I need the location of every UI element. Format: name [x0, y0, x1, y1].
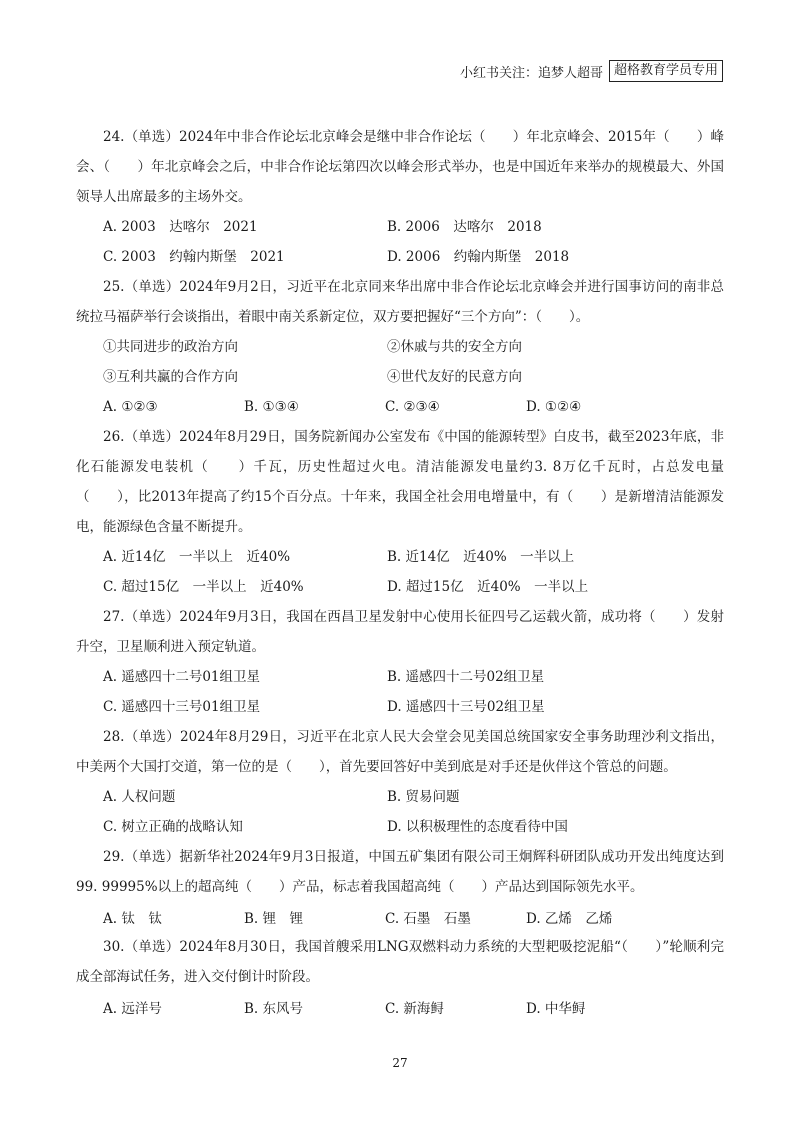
option-d: D. 中华鲟 — [526, 1001, 586, 1017]
option-d: D. ①②④ — [526, 399, 582, 415]
option-c: C. 树立正确的战略认知 — [103, 819, 243, 835]
question-stem: 27.（单选）2024年9月3日，我国在西昌卫星发射中心使用长征四号乙运载火箭，成功将（ ）发射升空，卫星顺利进入预定轨道。 — [76, 609, 724, 655]
header-note: 小红书关注：追梦人超哥 — [459, 65, 603, 81]
page-header — [460, 60, 723, 82]
option-b: B. 2006 达喀尔 2018 — [387, 219, 542, 235]
question-stem: 28.（单选）2024年8月29日，习近平在北京人民大会堂会见美国总统国家安全事务助理沙利文指出，中美两个大国打交道，第一位的是（ ），首先要回答好中美到底是对手还是伙伴这个管总的问题。 — [76, 729, 724, 775]
option-b: B. 贸易问题 — [387, 789, 460, 805]
options — [76, 992, 724, 1022]
option-a: A. 远洋号 — [103, 1001, 162, 1017]
option-b: B. 锂 锂 — [244, 911, 304, 927]
question-30 — [76, 932, 724, 1022]
statement-2: ②休戚与共的安全方向 — [387, 339, 522, 355]
option-a: A. ①②③ — [103, 399, 158, 415]
statements — [76, 332, 724, 392]
question-stem: 29.（单选）据新华社2024年9月3日报道，中国五矿集团有限公司王炯辉科研团队成功开发出纯度达到99. 99995%以上的超高纯（ ）产品，标志着我国超高纯（ ）产品达到国际领先水平。 — [76, 849, 724, 895]
options — [76, 902, 724, 932]
option-a: A. 人权问题 — [103, 789, 176, 805]
option-a: A. 近14亿 一半以上 近40% — [103, 549, 291, 565]
options — [76, 212, 724, 272]
question-28 — [76, 722, 724, 842]
statement-3: ③互利共赢的合作方向 — [103, 369, 238, 385]
header-badge: 超格教育学员专用 — [609, 60, 723, 82]
options — [76, 542, 724, 602]
question-26 — [76, 422, 724, 602]
statement-1: ①共同进步的政治方向 — [103, 339, 238, 355]
option-c: C. 超过15亿 一半以上 近40% — [103, 579, 304, 595]
question-stem: 25.（单选）2024年9月2日，习近平在北京同来华出席中非合作论坛北京峰会并进行国事访问的南非总统拉马福萨举行会谈指出，着眼中南关系新定位，双方要把握好“三个方向”：（ ）。 — [76, 279, 724, 325]
question-25 — [76, 272, 724, 422]
option-b: B. ①③④ — [244, 399, 299, 415]
option-c: C. 新海鲟 — [385, 1001, 444, 1017]
question-stem: 26.（单选）2024年8月29日，国务院新闻办公室发布《中国的能源转型》白皮书，截至2023年底，非化石能源发电装机（ ）千瓦，历史性超过火电。清洁能源发电量约3. 8万亿千瓦时，占总发电量（ ），比2013年提高了约15个百分点。十年来，我国全社会用电增量中，有（ ）是新增清洁能源发电，能源绿色含量不断提升。 — [76, 429, 724, 535]
option-c: C. ②③④ — [385, 399, 440, 415]
question-list — [76, 122, 724, 1022]
option-d: D. 乙烯 乙烯 — [526, 911, 613, 927]
question-24 — [76, 122, 724, 272]
option-c: C. 石墨 石墨 — [385, 911, 471, 927]
options — [76, 392, 724, 422]
page-number: 27 — [392, 1056, 408, 1070]
option-c: C. 2003 约翰内斯堡 2021 — [103, 249, 285, 265]
option-a: A. 2003 达喀尔 2021 — [103, 219, 258, 235]
option-a: A. 钛 钛 — [103, 911, 162, 927]
option-d: D. 遥感四十三号02组卫星 — [387, 699, 545, 715]
question-27 — [76, 602, 724, 722]
option-d: D. 2006 约翰内斯堡 2018 — [387, 249, 570, 265]
option-d: D. 超过15亿 近40% 一半以上 — [387, 579, 589, 595]
options — [76, 662, 724, 722]
question-stem: 30.（单选）2024年8月30日，我国首艘采用LNG双燃料动力系统的大型耙吸挖泥船“（ ）”轮顺利完成全部海试任务，进入交付倒计时阶段。 — [76, 939, 724, 985]
option-c: C. 遥感四十三号01组卫星 — [103, 699, 261, 715]
option-b: B. 近14亿 近40% 一半以上 — [387, 549, 575, 565]
option-a: A. 遥感四十二号01组卫星 — [103, 669, 261, 685]
options — [76, 782, 724, 842]
statement-4: ④世代友好的民意方向 — [387, 369, 522, 385]
option-b: B. 遥感四十二号02组卫星 — [387, 669, 545, 685]
question-29 — [76, 842, 724, 932]
option-d: D. 以积极理性的态度看待中国 — [387, 819, 568, 835]
option-b: B. 东风号 — [244, 1001, 304, 1017]
question-stem: 24.（单选）2024年中非合作论坛北京峰会是继中非合作论坛（ ）年北京峰会、2015年（ ）峰会、（ ）年北京峰会之后，中非合作论坛第四次以峰会形式举办，也是中国近年来举办的规模最大、外国领导人出席最多的主场外交。 — [76, 129, 724, 205]
